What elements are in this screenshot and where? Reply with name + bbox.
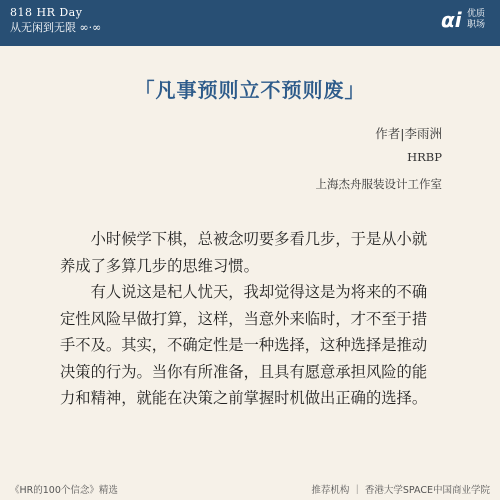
article-title: 「凡事预则立不预则废」 xyxy=(134,78,366,102)
author-organization: 上海杰舟服装设计工作室 xyxy=(315,177,442,191)
footer-recommender: 推荐机构 ｜ 香港大学SPACE中国商业学院 xyxy=(311,485,490,496)
header-bar xyxy=(0,0,500,46)
footer-series: 《HR的100个信念》精选 xyxy=(10,485,118,496)
paragraph-1: 小时候学下棋，总被念叨要多看几步，于是从小就养成了多算几步的思维习惯。 xyxy=(60,230,428,275)
event-title: 818 HR Day xyxy=(10,6,83,19)
paragraph-2: 有人说这是杞人忧天，我却觉得这是为将来的不确定性风险早做打算，这样，当意外来临时，才不至于措手不及。其实，不确定性是一种选择，这种选择是推动决策的行为。当你有所准备，且具有愿意承担风险的能力和精神，就能在决策之前掌握时机做出正确的选择。 xyxy=(60,283,428,407)
author-role: HRBP xyxy=(407,150,442,164)
brand-logo xyxy=(441,6,491,38)
author-line: 作者|李雨洲 xyxy=(375,126,442,141)
article-body xyxy=(60,226,442,412)
event-subtitle: 从无闲到无限 ∞·∞ xyxy=(10,21,102,34)
footer xyxy=(0,478,500,500)
logo-mark: αi xyxy=(441,8,462,32)
logo-text: 优质职场 xyxy=(467,9,486,30)
